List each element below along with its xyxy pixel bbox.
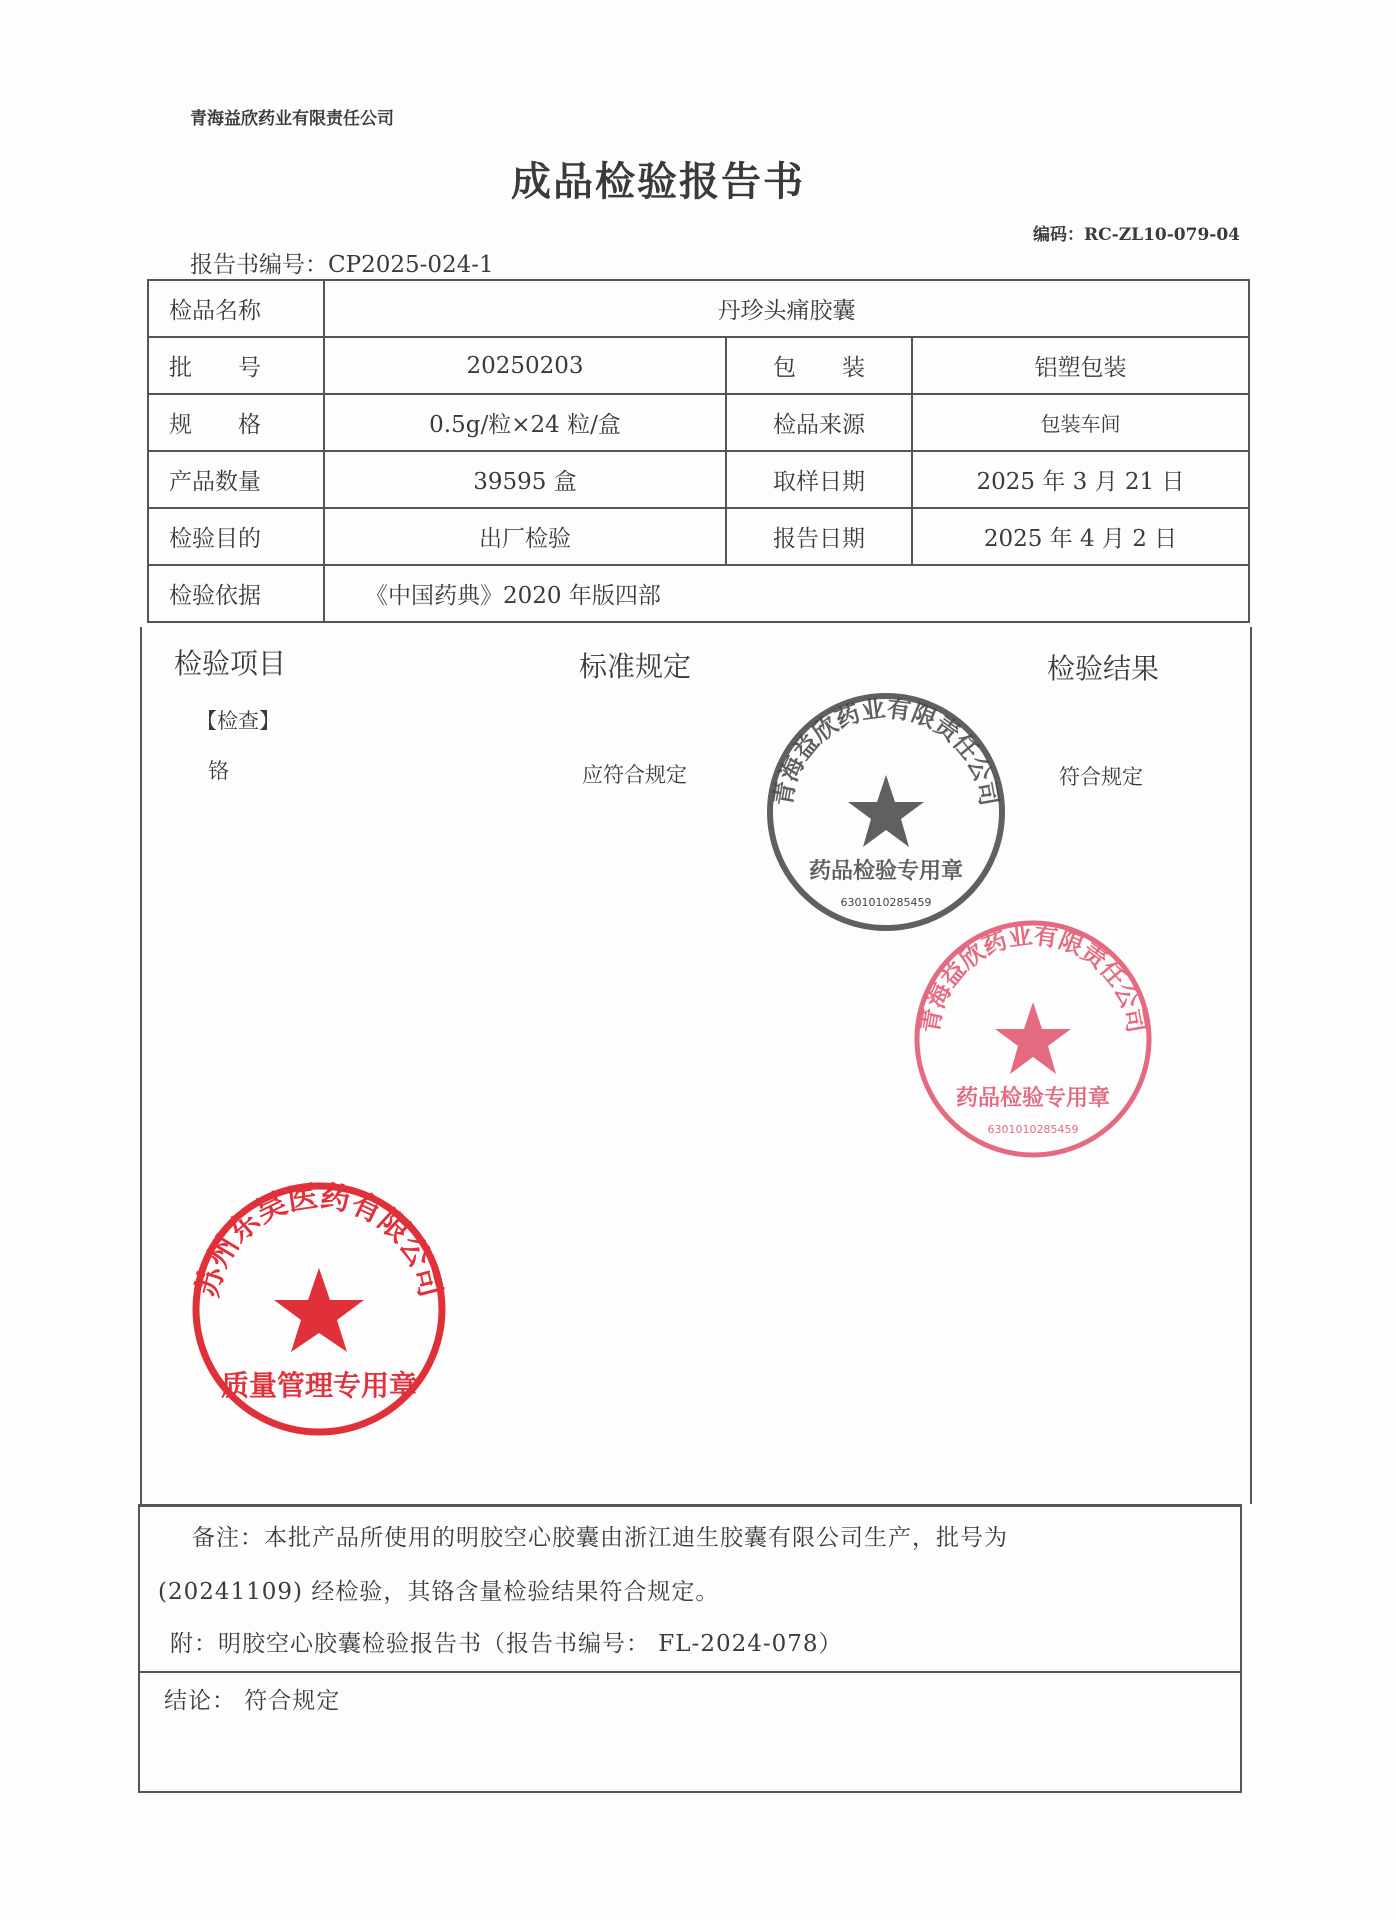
batch-label: 批 号 — [148, 337, 324, 394]
table-row — [148, 451, 1249, 508]
divider — [140, 1671, 1240, 1673]
svg-text:药品检验专用章: 药品检验专用章 — [955, 1086, 1111, 1111]
col-item-header: 检验项目 — [174, 647, 287, 680]
form-code: 编码：RC-ZL10-079-04 — [1033, 225, 1240, 245]
product-name-value: 丹珍头痛胶囊 — [324, 280, 1249, 337]
package-label: 包 装 — [726, 337, 912, 394]
svg-text:6301010285459: 6301010285459 — [840, 896, 932, 909]
table-row — [148, 565, 1249, 622]
col-standard-header: 标准规定 — [579, 650, 692, 683]
spec-value: 0.5g/粒×24 粒/盒 — [324, 394, 726, 451]
report-number: 报告书编号：CP2025-024-1 — [190, 252, 494, 278]
table-row — [148, 508, 1249, 565]
source-value: 包装车间 — [912, 394, 1249, 451]
result-item: 铬 — [208, 759, 229, 783]
svg-text:质量管理专用章: 质量管理专用章 — [220, 1369, 418, 1402]
document-title: 成品检验报告书 — [511, 159, 805, 205]
note-line-1: 备注：本批产品所使用的明胶空心胶囊由浙江迪生胶囊有限公司生产，批号为 — [192, 1525, 1008, 1551]
purpose-label: 检验目的 — [148, 508, 324, 565]
package-value: 铝塑包装 — [912, 337, 1249, 394]
note-line-2: (20241109) 经检验，其铬含量检验结果符合规定。 — [158, 1579, 720, 1605]
company-name: 青海益欣药业有限责任公司 — [190, 109, 394, 129]
info-table — [147, 279, 1250, 623]
note-line-3: 附：明胶空心胶囊检验报告书（报告书编号： FL-2024-078） — [170, 1631, 843, 1657]
quantity-label: 产品数量 — [148, 451, 324, 508]
svg-text:青海益欣药业有限责任公司: 青海益欣药业有限责任公司 — [768, 694, 1004, 808]
report-date-value: 2025 年 4 月 2 日 — [912, 508, 1249, 565]
purpose-value: 出厂检验 — [324, 508, 726, 565]
col-result-header: 检验结果 — [1047, 652, 1160, 685]
report-date-label: 报告日期 — [726, 508, 912, 565]
results-area — [140, 627, 1252, 1504]
spec-label: 规 格 — [148, 394, 324, 451]
sampling-date-value: 2025 年 3 月 21 日 — [912, 451, 1249, 508]
product-name-label: 检品名称 — [148, 280, 324, 337]
batch-value: 20250203 — [324, 337, 726, 394]
sampling-date-label: 取样日期 — [726, 451, 912, 508]
svg-text:药品检验专用章: 药品检验专用章 — [808, 859, 964, 884]
svg-text:6301010285459: 6301010285459 — [987, 1123, 1079, 1136]
table-row — [148, 394, 1249, 451]
notes-area — [138, 1504, 1242, 1793]
section-label: 【检查】 — [196, 709, 280, 733]
basis-label: 检验依据 — [148, 565, 324, 622]
svg-text:青海益欣药业有限责任公司: 青海益欣药业有限责任公司 — [915, 921, 1151, 1035]
result-standard: 应符合规定 — [582, 763, 687, 787]
source-label: 检品来源 — [726, 394, 912, 451]
table-row — [148, 337, 1249, 394]
conclusion: 结论： 符合规定 — [164, 1688, 341, 1714]
basis-value: 《中国药典》2020 年版四部 — [324, 565, 1249, 622]
quantity-value: 39595 盒 — [324, 451, 726, 508]
svg-text:苏州东吴医药有限公司: 苏州东吴医药有限公司 — [190, 1179, 448, 1301]
result-value: 符合规定 — [1059, 765, 1143, 789]
table-row — [148, 280, 1249, 337]
